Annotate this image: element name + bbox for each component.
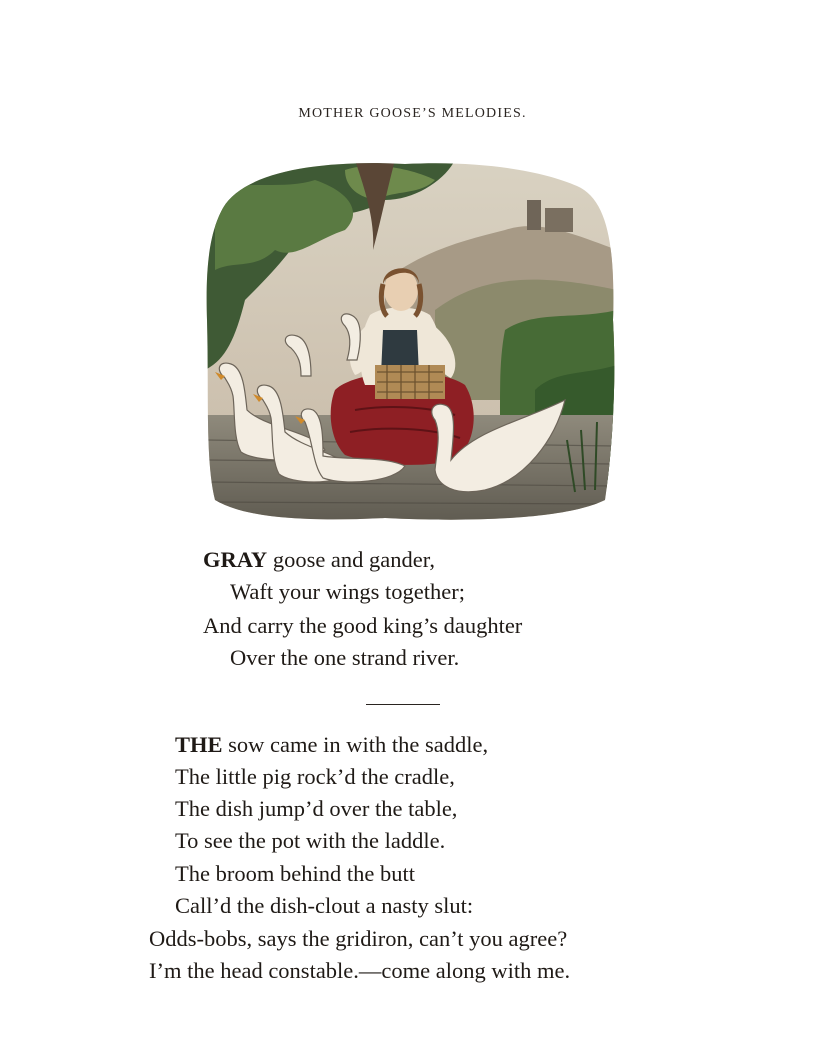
woodcut-girl-with-swans-image: [205, 160, 617, 522]
poem-line: The dish jump’d over the table,: [175, 796, 458, 821]
poem-line: To see the pot with the laddle.: [175, 828, 446, 853]
poem-line: Call’d the dish-clout a nasty slut:: [175, 893, 474, 918]
poem-line: The little pig rock’d the cradle,: [175, 764, 455, 789]
poem-line: Odds-bobs, says the gridiron, can’t you agree?: [149, 926, 568, 951]
poem-line: The broom behind the butt: [175, 861, 415, 886]
poem-line: GRAY goose and gander,: [203, 547, 435, 572]
poem-line: And carry the good king’s daughter: [203, 613, 523, 638]
poem-line: THE sow came in with the saddle,: [175, 732, 489, 757]
poem-line: Over the one strand river.: [230, 645, 460, 670]
section-divider: [366, 704, 440, 705]
poem-line: I’m the head constable.—come along with me.: [149, 958, 571, 983]
page-header: MOTHER GOOSE’S MELODIES.: [298, 106, 527, 121]
poem-line: Waft your wings together;: [230, 579, 466, 604]
